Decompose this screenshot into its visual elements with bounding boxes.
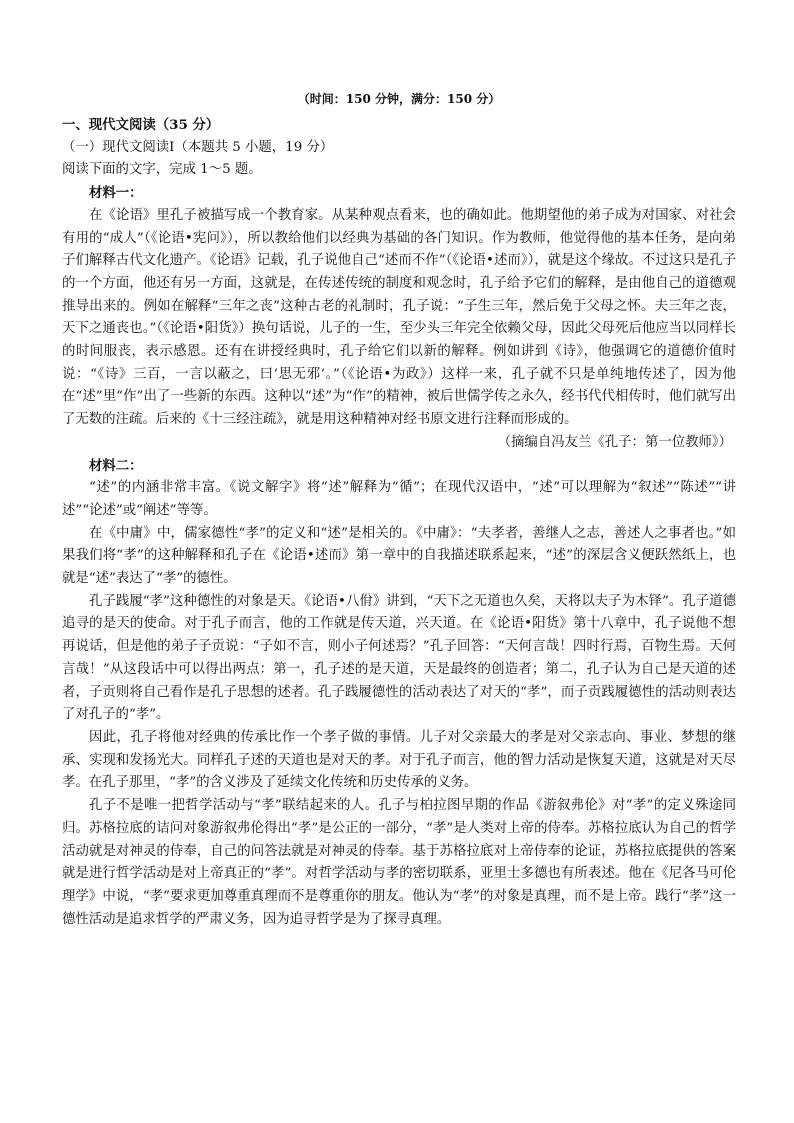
reading-instruction: 阅读下面的文字，完成 1～5 题。 xyxy=(62,162,262,178)
material-two-paragraph-5: 孔子不是唯一把哲学活动与“孝”联结起来的人。孔子与柏拉图早期的作品《游叙弗伦》对“孝”的定义殊途同归。苏格拉底的诘问对象游叙弗伦得出“孝”是公正的一部分，“孝”是人类对上帝的侍奉。苏格拉底认为自己的哲学活动就是对神灵的侍奉，自己的问答法就是对神灵的侍奉。基于苏格拉底对上帝侍奉的论证，苏格拉底提供的答案就是进行哲学活动是对上帝真正的“孝”。对哲学活动与孝的密切联系，亚里士多德也有所表述。他在《尼各马可伦理学》中说，“孝”要求更加尊重真理而不是尊重你的朋友。他认为“孝”的对象是真理，而不是上帝。践行“孝”这一德性活动是追求哲学的严肃义务，因为追寻哲学是为了探寻真理。 xyxy=(62,798,736,927)
material-one-paragraph: 在《论语》里孔子被描写成一个教育家。从某种观点看来，也的确如此。他期望他的弟子成为对国家、对社会有用的“成人”（《论语•宪问》），所以教给他们以经典为基础的各门知识。作为教师，他觉得他的基本任务，是向弟子们解释古代文化遗产。《论语》记载，孔子说他自己“述而不作”（《论语•述而》），就是这个缘故。不过这只是孔子的一个方面，他还有另一方面，这就是，在传述传统的制度和观念时，孔子给予它们的解释，是由他自己的道德观推导出来的。例如在解释“三年之丧”这种古老的礼制时，孔子说：“子生三年，然后免于父母之怀。夫三年之丧，天下之通丧也。”（《论语•阳货》）换句话说，儿子的一生，至少头三年完全依赖父母，因此父母死后他应当以同样长的时间服丧，表示感恩。还有在讲授经典时，孔子给它们以新的解释。例如讲到《诗》，他强调它的道德价值时说：“《诗》三百，一言以蔽之，曰‘思无邪’。”（《论语•为政》）这样一来，孔子就不只是单纯地传述了，因为他在“述”里“作”出了一些新的东西。这种以“述”为“作”的精神，被后世儒学传之永久，经书代代相传时，他们就写出了无数的注疏。后来的《十三经注疏》，就是用这种精神对经书原文进行注释而形成的。 xyxy=(62,207,736,428)
material-two-paragraph-3: 孔子践履“孝”这种德性的对象是天。《论语•八佾》讲到，“天下之无道也久矣，天将以夫子为木铎”。孔子道德追寻的是天的使命。对于孔子而言，他的工作就是传天道，兴天道。在《论语•阳货》第十八章中，孔子说他不想再说话，但是他的弟子子贡说：“子如不言，则小子何述焉？”孔子回答：“天何言哉！四时行焉，百物生焉。天何言哉！”从这段话中可以得出两点：第一，孔子述的是天道，天是最终的创造者；第二，孔子认为自己是天道的述者，子贡则将自己看作是孔子思想的述者。孔子践履德性的活动表达了对天的“孝”，而子贡践履德性的活动则表达了对孔子的“孝”。 xyxy=(62,593,736,723)
material-one-label: 材料一： xyxy=(89,185,143,202)
section-subtitle: （一）现代文阅读Ⅰ（本题共 5 小题，19 分） xyxy=(62,139,334,155)
material-two-paragraph-4: 因此，孔子将他对经典的传承比作一个孝子做的事情。儿子对父亲最大的孝是对父亲志向、事业、梦想的继承、实现和发扬光大。同样孔子述的天道也是对天的孝。对于孔子而言，他的智力活动是恢复天道，这就是对天尽孝。在孔子那里，“孝”的含义涉及了延续文化传统和历史传承的义务。 xyxy=(62,729,736,791)
material-two-label: 材料二： xyxy=(89,457,143,474)
material-one-source: （摘编自冯友兰《孔子：第一位教师》） xyxy=(497,434,732,450)
exam-page xyxy=(62,88,736,931)
material-two-paragraph-2: 在《中庸》中，儒家德性“孝”的定义和“述”是相关的。《中庸》：“夫孝者，善继人之志，善述人之事者也。”如果我们将“孝”的这种解释和孔子在《论语•述而》第一章中的自我描述联系起来，“述”的深层含义便跃然纸上，也就是“述”表达了“孝”的德性。 xyxy=(62,525,736,587)
section-title: 一、现代文阅读（35 分） xyxy=(62,117,220,133)
exam-time-info: （时间：150 分钟，满分：150 分） xyxy=(297,92,501,106)
material-two-paragraph-1: “述”的内涵非常丰富。《说文解字》将“述”解释为“循”；在现代汉语中，“述”可以理解为“叙述”“陈述”“讲述”“论述”或“阐述”等等。 xyxy=(62,480,736,518)
